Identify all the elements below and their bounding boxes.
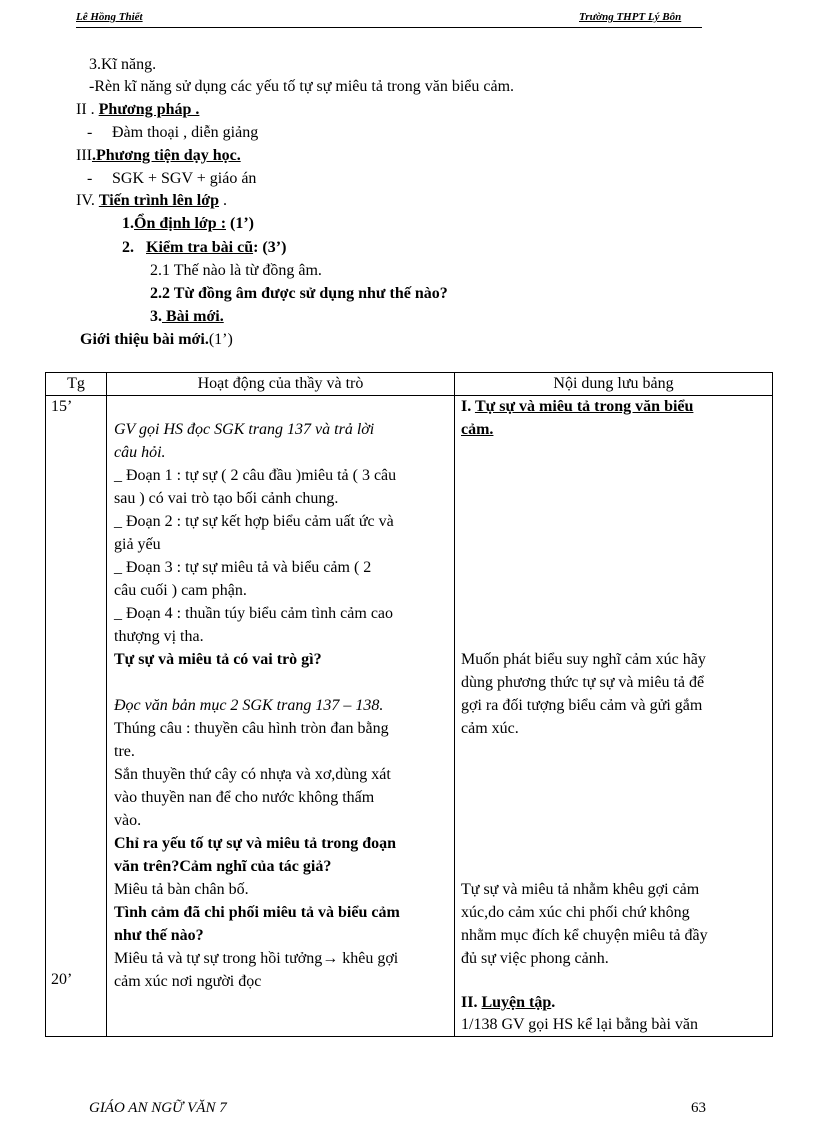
board-line: xúc,do cảm xúc chi phối chứ không xyxy=(461,904,690,921)
board-line: Muốn phát biểu suy nghĩ cảm xúc hãy xyxy=(461,651,706,668)
section-3-title: .Phương tiện dạy học. xyxy=(91,147,241,164)
header-author: Lê Hồng Thiết xyxy=(76,11,143,23)
activity-question: văn trên?Cảm nghĩ của tác giả? xyxy=(114,858,332,875)
activity-line: _ Đoạn 1 : tự sự ( 2 câu đầu )miêu tả ( 3 câu xyxy=(114,467,397,484)
activity-line: _ Đoạn 4 : thuần túy biểu cảm tình cảm cao xyxy=(114,605,394,622)
header-time: Tg xyxy=(46,373,107,396)
activity-line: _ Đoạn 2 : tự sự kết hợp biểu cảm uất ức và xyxy=(114,513,394,530)
table-body-row xyxy=(46,396,773,1037)
activity-line: thượng vị tha. xyxy=(114,628,204,645)
board-section-2: II. Luyện tập. xyxy=(461,994,556,1011)
header-activity: Hoạt động của thầy và trò xyxy=(107,373,455,396)
board-line: dùng phương thức tự sự và miêu tả để xyxy=(461,674,705,691)
skill-title: 3.Kĩ năng. xyxy=(89,56,157,73)
activity-line: Đọc văn bản mục 2 SGK trang 137 – 138. xyxy=(114,697,384,714)
board-line: nhằm mục đích kể chuyện miêu tả đầy xyxy=(461,927,708,944)
page-number: 63 xyxy=(691,1100,706,1116)
section-4-title: Tiến trình lên lớp xyxy=(98,192,219,209)
section-2-heading: II . Phương pháp . xyxy=(76,101,200,118)
board-line: cảm xúc. xyxy=(461,720,519,737)
activity-question: Tự sự và miêu tả có vai trò gì? xyxy=(114,651,322,668)
activity-cell xyxy=(107,396,455,1037)
skill-text: -Rèn kĩ năng sử dụng các yếu tố tự sự miêu tả trong văn biểu cảm. xyxy=(89,78,515,95)
step-3: 3. Bài mới. xyxy=(150,308,224,325)
section-3-item: SGK + SGV + giáo án xyxy=(112,170,257,187)
activity-line: GV gọi HS đọc SGK trang 137 và trả lời xyxy=(114,421,375,438)
activity-line: giả yếu xyxy=(114,536,161,553)
board-line: gợi ra đối tượng biểu cảm và gửi gắm xyxy=(461,697,703,714)
question-1: 2.1 Thế nào là từ đồng âm. xyxy=(150,262,322,279)
header-board-content: Nội dung lưu bảng xyxy=(455,373,773,396)
lesson-table xyxy=(45,372,773,1037)
board-line: Tự sự và miêu tả nhằm khêu gợi cảm xyxy=(461,881,700,898)
header-rule xyxy=(76,27,702,28)
table-header-row xyxy=(46,373,773,396)
activity-question: Tình cảm đã chi phối miêu tả và biểu cảm xyxy=(114,904,400,921)
activity-line: Miêu tả và tự sự trong hồi tưởng→ khêu gợi xyxy=(114,950,399,967)
activity-line: Miêu tả bàn chân bố. xyxy=(114,881,249,898)
activity-line: Thúng câu : thuyền câu hình tròn đan bằng xyxy=(114,720,389,737)
activity-line: sau ) có vai trò tạo bối cảnh chung. xyxy=(114,490,339,507)
board-section-1: I. Tự sự và miêu tả trong văn biểu xyxy=(461,398,694,415)
activity-line: Sắn thuyền thứ cây có nhựa và xơ,dùng xát xyxy=(114,766,391,783)
section-2-title: Phương pháp . xyxy=(98,101,200,118)
board-section-1-cont: cảm. xyxy=(461,421,494,438)
section-4-heading: IV. Tiến trình lên lớp . xyxy=(76,192,227,209)
activity-question: như thế nào? xyxy=(114,927,204,944)
section-3-bullet: - xyxy=(87,170,93,187)
board-content-cell xyxy=(455,396,773,1037)
intro-new-lesson: Giới thiệu bài mới.(1’) xyxy=(80,331,233,348)
footer-title: GIÁO AN NGỮ VĂN 7 xyxy=(89,1100,227,1116)
activity-line: _ Đoạn 3 : tự sự miêu tả và biểu cảm ( 2 xyxy=(114,559,372,576)
section-2-item: Đàm thoại , diễn giảng xyxy=(112,124,259,141)
activity-line: tre. xyxy=(114,743,135,760)
question-2: 2.2 Từ đồng âm được sử dụng như thế nào? xyxy=(150,285,448,302)
activity-question: Chỉ ra yếu tố tự sự và miêu tả trong đoạn xyxy=(114,835,397,852)
activity-line: cảm xúc nơi người đọc xyxy=(114,973,262,990)
activity-line: vào thuyền nan để cho nước không thấm xyxy=(114,789,375,806)
time-20: 20’ xyxy=(51,971,73,988)
activity-line: câu cuối ) cam phận. xyxy=(114,582,247,599)
board-line: 1/138 GV gọi HS kể lại bằng bài văn xyxy=(461,1016,699,1033)
activity-line: câu hỏi. xyxy=(114,444,166,461)
time-cell xyxy=(46,396,107,1037)
header-school: Trường THPT Lý Bôn xyxy=(579,11,682,23)
step-2: 2. Kiểm tra bài cũ: (3’) xyxy=(122,239,287,256)
step-1: 1.Ổn định lớp : (1’) xyxy=(122,215,254,232)
board-line: đủ sự việc phong cảnh. xyxy=(461,950,609,967)
activity-line: vào. xyxy=(114,812,142,829)
time-15: 15’ xyxy=(51,398,73,415)
section-3-heading: III.Phương tiện dạy học. xyxy=(76,147,241,164)
section-2-bullet: - xyxy=(87,124,93,141)
arrow-right-icon: → xyxy=(322,950,339,967)
